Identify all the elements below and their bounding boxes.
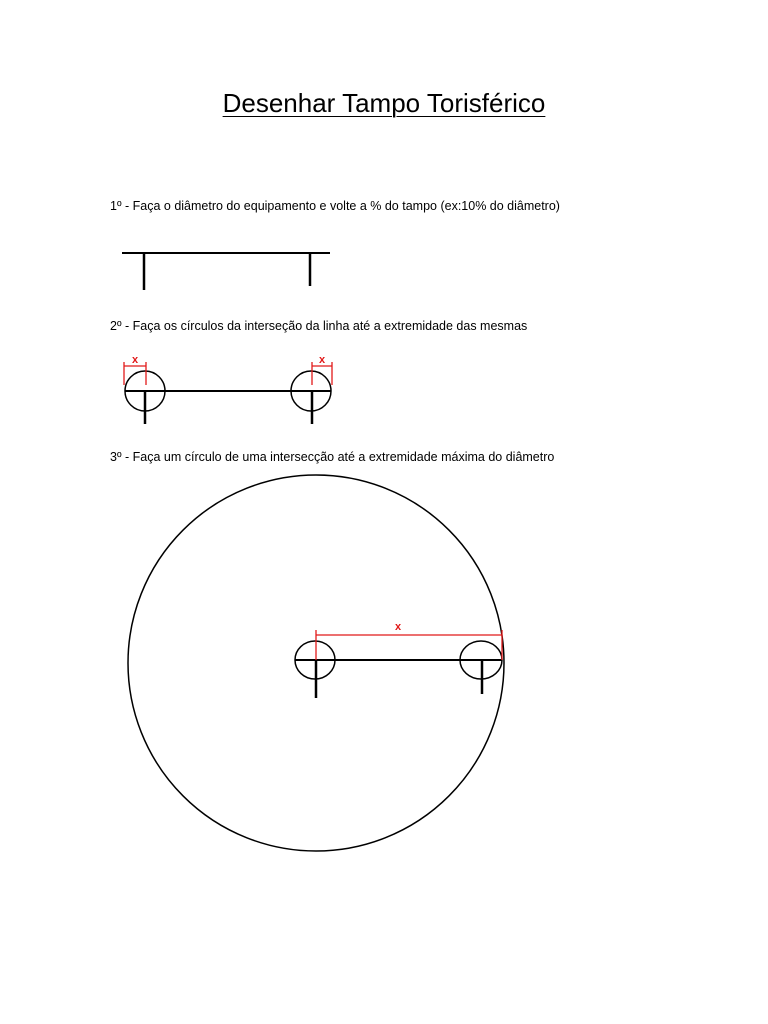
step-3-right-circle	[460, 641, 502, 679]
step-2-right-dimension-label: x	[318, 354, 326, 366]
step-3-instruction: 3º - Faça um círculo de uma intersecção até a extremidade máxima do diâmetro	[110, 450, 555, 464]
step-2-figure	[124, 354, 332, 424]
step-3-crown-circle	[128, 475, 504, 851]
step-2-left-dimension-label: x	[131, 354, 139, 366]
step-2-right-circle	[291, 371, 331, 411]
step-1-instruction: 1º - Faça o diâmetro do equipamento e volte a % do tampo (ex:10% do diâmetro)	[110, 199, 560, 213]
page-title: Desenhar Tampo Torisférico	[222, 88, 546, 118]
step-2-left-circle	[125, 371, 165, 411]
step-1-figure	[122, 253, 330, 290]
step-3-left-circle	[295, 641, 335, 679]
step-3-figure	[128, 475, 504, 851]
step-2-instruction: 2º - Faça os círculos da interseção da linha até a extremidade das mesmas	[110, 319, 528, 333]
step-3-dimension-label: x	[394, 621, 402, 633]
